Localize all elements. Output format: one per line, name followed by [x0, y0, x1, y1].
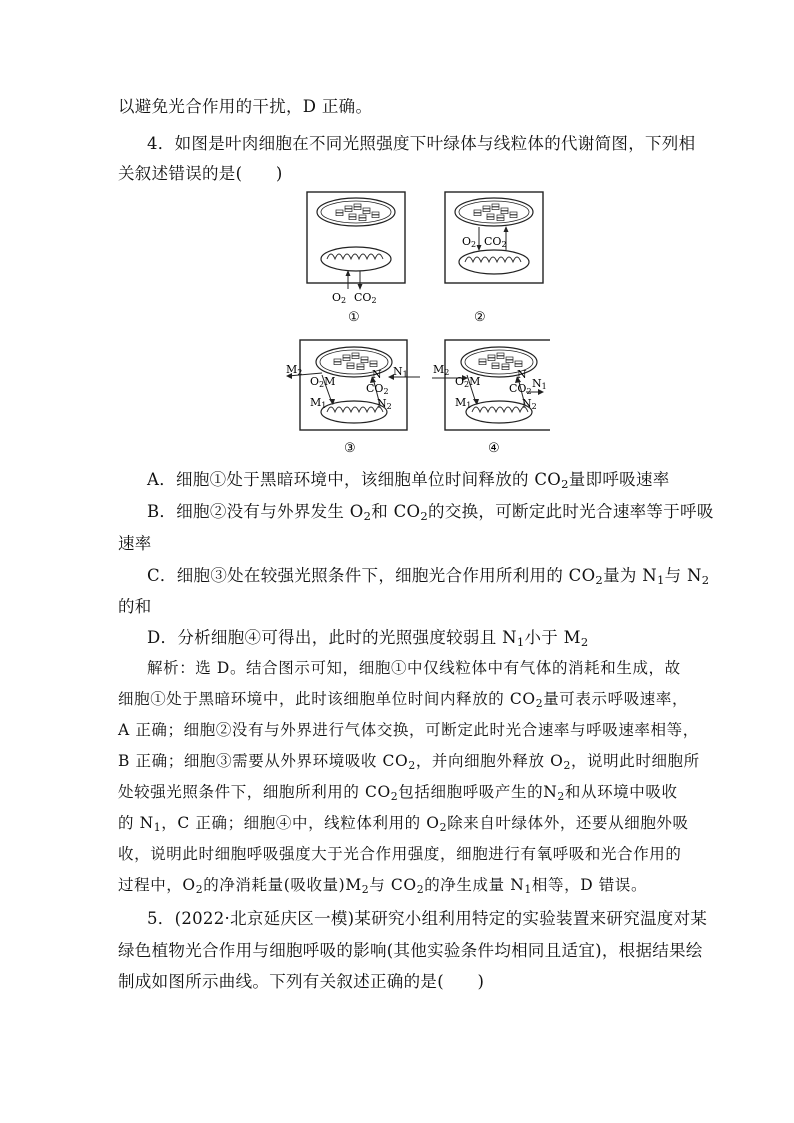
subscript: 2: [535, 697, 544, 710]
n2-label: N2: [377, 397, 392, 411]
explanation-5: [118, 780, 678, 802]
text-segment: 与 CO: [369, 876, 417, 894]
granum: [349, 214, 356, 217]
granum: [336, 210, 343, 213]
granum: [501, 208, 508, 211]
text-segment: 5．(2022·北京延庆区一模)某研究小组利用特定的实验装置来研究温度对某: [147, 909, 708, 928]
o2-m-label-4: O2M: [455, 375, 481, 389]
co2-label: CO2: [354, 291, 377, 305]
text-segment: 关叙述错误的是( ): [118, 164, 283, 183]
caption-3: ③: [344, 441, 356, 456]
n-label: N: [372, 368, 382, 381]
granum: [336, 213, 343, 216]
text-segment: 制成如图所示曲线。下列有关叙述正确的是( ): [118, 972, 485, 991]
granum: [370, 364, 377, 367]
text-segment: 量可表示呼吸速率，: [543, 690, 689, 708]
granum: [334, 362, 341, 365]
explanation-2: [118, 687, 688, 709]
granum: [497, 356, 504, 359]
text-segment: B 正确；细胞③需要从外界环境吸收 CO: [118, 752, 409, 770]
option-d: [147, 624, 588, 648]
subscript: 2: [701, 573, 710, 587]
text-segment: 以避免光合作用的干扰，D 正确。: [118, 97, 373, 116]
text-segment: 量即呼吸速率: [568, 470, 670, 489]
granum: [359, 218, 366, 221]
granum: [502, 367, 509, 370]
caption-1: ①: [348, 310, 360, 325]
text-segment: 包括细胞呼吸产生的N: [398, 783, 558, 801]
m2-label-4: M2: [433, 363, 450, 377]
granum: [343, 358, 350, 361]
granum: [510, 212, 517, 215]
text-segment: ，C 正确；细胞④中，线粒体利用的 O: [161, 814, 440, 832]
granum: [357, 364, 364, 367]
co2-label-4: CO2: [509, 382, 532, 396]
granum: [492, 363, 499, 366]
option-b: [147, 498, 714, 522]
text-segment: 的交换，可断定此时光合速率等于呼吸: [428, 502, 714, 521]
granum: [487, 217, 494, 220]
granum: [363, 208, 370, 211]
granum: [483, 206, 490, 209]
chloroplast-mitochondria-figure: [280, 190, 550, 456]
text-segment: 小于 M: [524, 628, 581, 647]
cell-3: [286, 340, 420, 456]
text-segment: A．细胞①处于黑暗环境中，该细胞单位时间释放的 CO: [147, 470, 562, 489]
granum: [347, 366, 354, 369]
explanation-3: [118, 718, 699, 740]
o2-label: O2: [332, 291, 347, 305]
granum: [352, 356, 359, 359]
n1-label-4: N1: [532, 377, 547, 391]
text-segment: 和从环境中吸收: [564, 783, 678, 801]
text-segment: 除来自叶绿体外，还要从细胞外吸: [447, 814, 689, 832]
question-5-stem-2: [118, 937, 703, 961]
text-segment: B．细胞②没有与外界发生 O: [147, 502, 364, 521]
o2-m-label: O2M: [310, 375, 336, 389]
granum: [502, 364, 509, 367]
option-c: [147, 562, 709, 586]
text-segment: A 正确；细胞②没有与外界进行气体交换，可断定此时光合速率与呼吸速率相等，: [118, 721, 699, 739]
text-segment: 量为 N: [603, 566, 657, 585]
n-label-4: N: [517, 368, 527, 381]
granum: [349, 217, 356, 220]
granum: [515, 361, 522, 364]
granum: [352, 353, 359, 356]
subscript: 2: [595, 573, 604, 587]
granum: [506, 360, 513, 363]
granum: [487, 214, 494, 217]
granum: [357, 367, 364, 370]
granum: [345, 206, 352, 209]
granum: [510, 215, 517, 218]
explanation-4: [118, 749, 700, 771]
granum: [363, 211, 370, 214]
granum: [479, 362, 486, 365]
subscript: 2: [408, 759, 416, 772]
text-segment: 细胞①处于黑暗环境中，此时该细胞单位时间内释放的 CO: [118, 690, 536, 708]
granum: [354, 207, 361, 210]
cell-1: [307, 192, 405, 325]
caption-4: ④: [488, 441, 500, 456]
text-segment: 4．如图是叶肉细胞在不同光照强度下叶绿体与线粒体的代谢简图，下列相: [147, 134, 696, 153]
cell-2: [445, 192, 543, 325]
granum: [479, 359, 486, 362]
subscript: 2: [563, 759, 571, 772]
granum: [474, 210, 481, 213]
text-segment: 的和: [118, 597, 152, 616]
subscript: 2: [361, 883, 370, 896]
text-segment: 的净生成量 N: [424, 876, 525, 894]
text-segment: 处较强光照条件下，细胞所利用的 CO: [118, 783, 391, 801]
o2-label-2: O2: [462, 235, 477, 249]
explanation-8: [118, 873, 647, 895]
text-segment: D．分析细胞④可得出，此时的光照强度较弱且 N: [147, 628, 517, 647]
subscript: 2: [390, 790, 399, 803]
text-segment: 和 CO: [371, 502, 421, 521]
text-segment: 的 N: [118, 814, 154, 832]
granum: [497, 218, 504, 221]
granum: [343, 355, 350, 358]
granum: [347, 363, 354, 366]
cell-4: [432, 340, 550, 456]
granum: [372, 215, 379, 218]
granum: [474, 213, 481, 216]
co2-label-2: CO2: [484, 235, 507, 249]
subscript: 2: [416, 883, 425, 896]
subscript: 1: [516, 635, 525, 649]
text-segment: 与 N: [664, 566, 702, 585]
question-5-stem: [147, 905, 707, 929]
explanation-7: [118, 842, 682, 864]
granum: [488, 355, 495, 358]
option-c-cont: [118, 593, 152, 617]
granum: [334, 359, 341, 362]
subscript: 2: [439, 821, 448, 834]
subscript: 2: [561, 477, 569, 491]
text-segment: 解析：选 D。结合图示可知，细胞①中仅线粒体中有气体的消耗和生成，故: [147, 659, 681, 677]
explanation-1: [147, 656, 681, 678]
caption-2: ②: [474, 310, 486, 325]
option-a: [147, 466, 670, 490]
granum: [483, 209, 490, 212]
granum: [506, 357, 513, 360]
subscript: 2: [195, 883, 204, 896]
granum: [492, 207, 499, 210]
text-segment: C．细胞③处在较强光照条件下，细胞光合作用所利用的 CO: [147, 566, 596, 585]
granum: [497, 215, 504, 218]
text-segment: 过程中，O: [118, 876, 196, 894]
granum: [361, 360, 368, 363]
co2-label-3: CO2: [366, 382, 389, 396]
m1-label: M1: [310, 396, 327, 410]
subscript: 2: [557, 790, 565, 803]
question-4-stem-cont: [118, 160, 283, 184]
subscript: 2: [420, 509, 429, 523]
granum: [361, 357, 368, 360]
text-segment: 收，说明此时细胞呼吸强度大于光合作用强度，细胞进行有氧呼吸和光合作用的: [118, 845, 682, 863]
granum: [501, 211, 508, 214]
m1-label-4: M1: [455, 396, 472, 410]
subscript: 1: [656, 573, 665, 587]
question-5-stem-3: [118, 968, 484, 992]
text-segment: ，并向细胞外释放 O: [415, 752, 564, 770]
explanation-6: [118, 811, 689, 833]
subscript: 1: [153, 821, 162, 834]
question-4-stem: [147, 130, 695, 154]
granum: [515, 364, 522, 367]
text-segment: 绿色植物光合作用与细胞呼吸的影响(其他实验条件均相同且适宜)，根据结果绘: [118, 941, 703, 960]
text-segment: 的净消耗量(吸收量)M: [203, 876, 362, 894]
text-segment: ，说明此时细胞所: [570, 752, 700, 770]
granum: [372, 212, 379, 215]
subscript: 2: [580, 635, 589, 649]
m2-label: M2: [286, 363, 303, 377]
line-prev-answer: [118, 93, 372, 117]
text-segment: 速率: [118, 534, 152, 553]
granum: [492, 204, 499, 207]
granum: [492, 366, 499, 369]
option-b-cont: [118, 530, 152, 554]
n1-label: N1: [393, 365, 408, 379]
granum: [345, 209, 352, 212]
granum: [370, 361, 377, 364]
granum: [354, 204, 361, 207]
n2-label-4: N2: [522, 397, 537, 411]
text-segment: 相等，D 错误。: [531, 876, 648, 894]
granum: [359, 215, 366, 218]
subscript: 1: [524, 883, 532, 896]
granum: [488, 358, 495, 361]
subscript: 2: [363, 509, 372, 523]
granum: [497, 353, 504, 356]
